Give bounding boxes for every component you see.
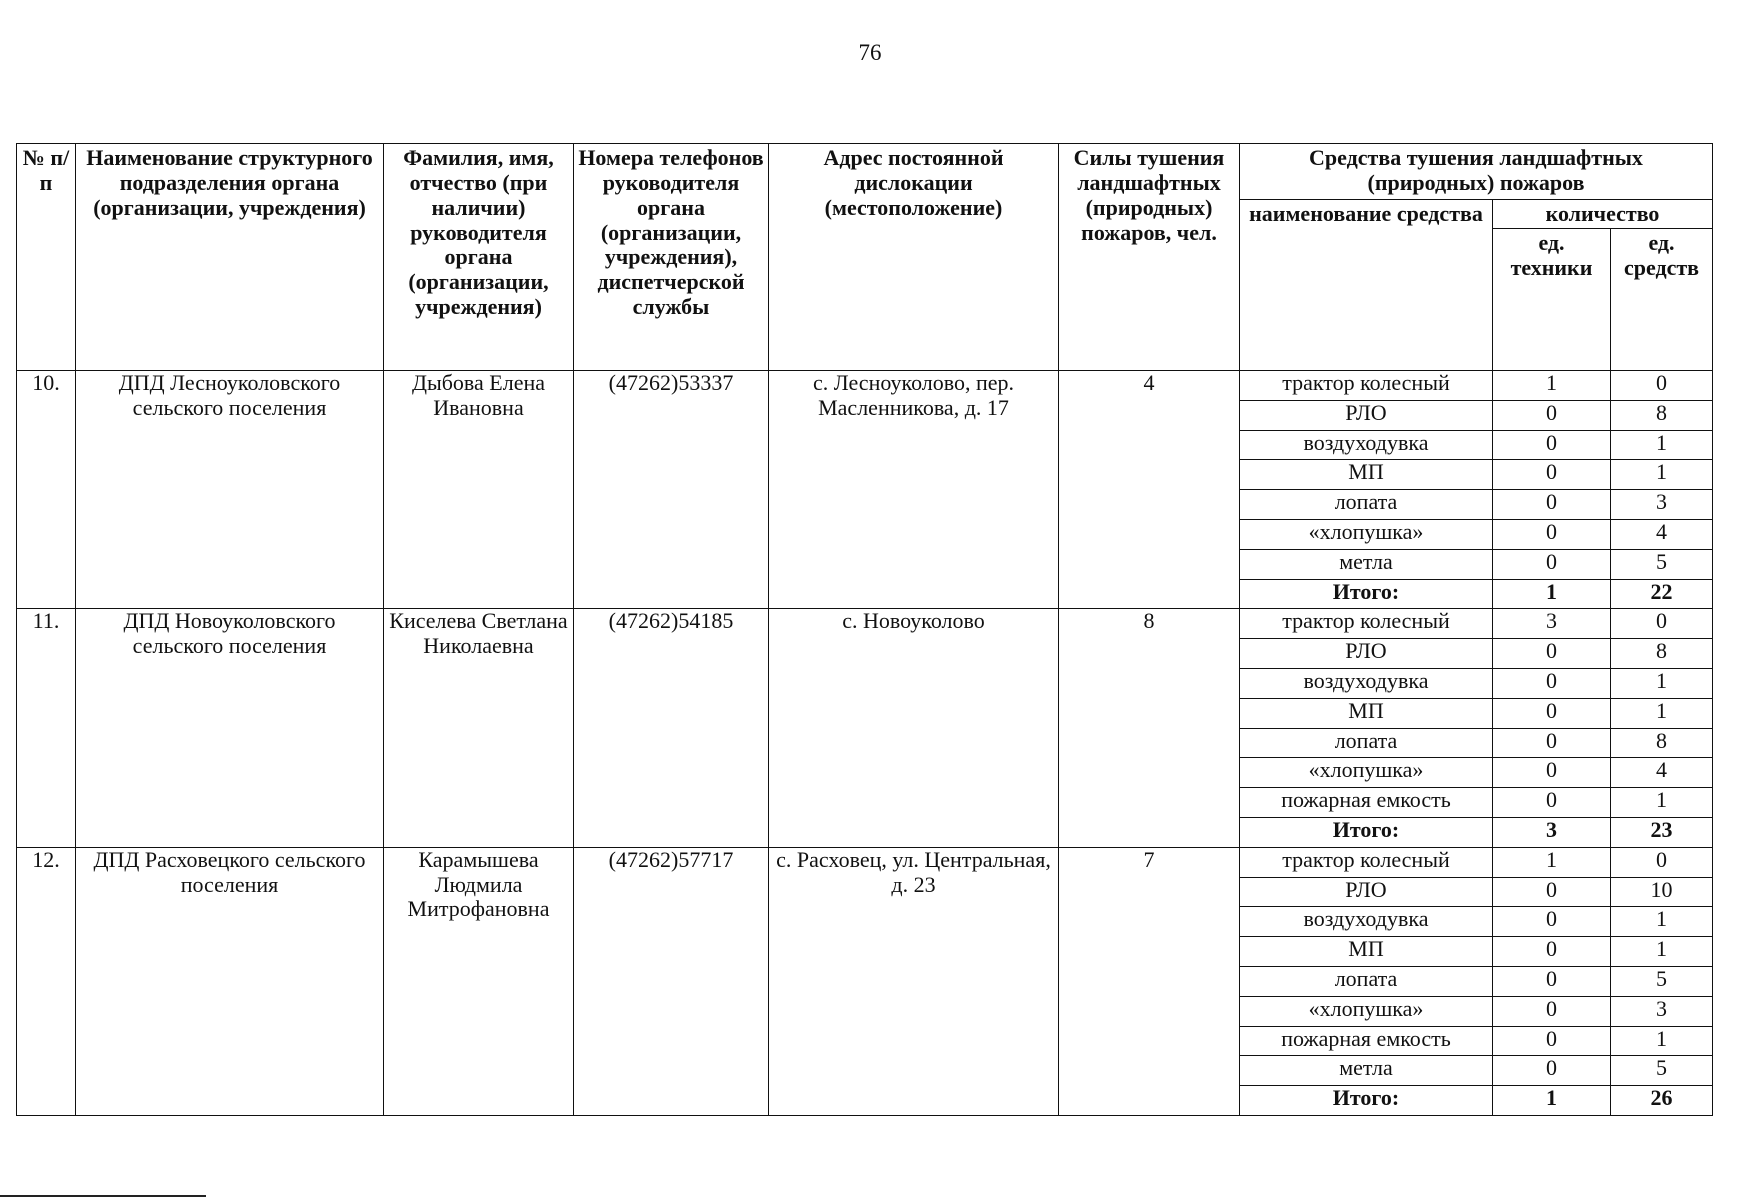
cell-means-count: 1 bbox=[1611, 460, 1713, 490]
cell-means-count: 0 bbox=[1611, 609, 1713, 639]
cell-subdivision: ДПД Новоуколовского сельского поселения bbox=[76, 609, 384, 847]
cell-equipment-count: 0 bbox=[1493, 490, 1611, 520]
cell-means-count: 1 bbox=[1611, 937, 1713, 967]
cell-means-count: 8 bbox=[1611, 728, 1713, 758]
cell-means-name: лопата bbox=[1240, 728, 1493, 758]
cell-means-name: «хлопушка» bbox=[1240, 758, 1493, 788]
cell-phone: (47262)57717 bbox=[574, 847, 769, 1115]
cell-means-name: «хлопушка» bbox=[1240, 519, 1493, 549]
cell-means-name: МП bbox=[1240, 937, 1493, 967]
cell-head-name: Киселева Светлана Николаевна bbox=[384, 609, 574, 847]
cell-forces: 8 bbox=[1059, 609, 1240, 847]
cell-means-count: 10 bbox=[1611, 877, 1713, 907]
cell-equipment-count: 1 bbox=[1493, 847, 1611, 877]
cell-means-count: 23 bbox=[1611, 817, 1713, 847]
cell-means-count: 26 bbox=[1611, 1086, 1713, 1116]
cell-equipment-count: 0 bbox=[1493, 668, 1611, 698]
header-phones: Номера телефонов руководителя органа (организации, учреждения), диспетчерской службы bbox=[574, 144, 769, 371]
cell-means-count: 4 bbox=[1611, 519, 1713, 549]
cell-means-name: РЛО bbox=[1240, 877, 1493, 907]
cell-num: 10. bbox=[17, 371, 76, 609]
cell-equipment-count: 0 bbox=[1493, 639, 1611, 669]
cell-means-count: 0 bbox=[1611, 371, 1713, 401]
cell-means-count: 3 bbox=[1611, 490, 1713, 520]
cell-means-name: Итого: bbox=[1240, 1086, 1493, 1116]
cell-equipment-count: 0 bbox=[1493, 966, 1611, 996]
cell-equipment-count: 0 bbox=[1493, 1056, 1611, 1086]
cell-means-count: 5 bbox=[1611, 966, 1713, 996]
header-units-equipment: ед. техники bbox=[1493, 229, 1611, 371]
header-subdivision: Наименование структурного подразделения органа (организации, учреждения) bbox=[76, 144, 384, 371]
table-row bbox=[17, 371, 1713, 401]
cell-equipment-count: 0 bbox=[1493, 698, 1611, 728]
header-quantity: количество bbox=[1493, 200, 1713, 229]
cell-means-name: пожарная емкость bbox=[1240, 1026, 1493, 1056]
cell-phone: (47262)54185 bbox=[574, 609, 769, 847]
cell-means-count: 1 bbox=[1611, 668, 1713, 698]
header-forces: Силы тушения ландшафтных (природных) пожаров, чел. bbox=[1059, 144, 1240, 371]
cell-means-name: РЛО bbox=[1240, 639, 1493, 669]
cell-means-name: МП bbox=[1240, 698, 1493, 728]
table-row bbox=[17, 609, 1713, 639]
cell-equipment-count: 1 bbox=[1493, 1086, 1611, 1116]
cell-equipment-count: 0 bbox=[1493, 907, 1611, 937]
fire-means-table bbox=[16, 143, 1713, 1116]
cell-head-name: Дыбова Елена Ивановна bbox=[384, 371, 574, 609]
header-units-means: ед. средств bbox=[1611, 229, 1713, 371]
table-header bbox=[17, 144, 1713, 371]
cell-means-name: воздуходувка bbox=[1240, 668, 1493, 698]
cell-means-count: 5 bbox=[1611, 549, 1713, 579]
cell-num: 11. bbox=[17, 609, 76, 847]
cell-equipment-count: 0 bbox=[1493, 460, 1611, 490]
cell-subdivision: ДПД Расховецкого сельского поселения bbox=[76, 847, 384, 1115]
cell-equipment-count: 3 bbox=[1493, 817, 1611, 847]
cell-num: 12. bbox=[17, 847, 76, 1115]
cell-means-name: трактор колесный bbox=[1240, 847, 1493, 877]
page-number: 76 bbox=[858, 40, 882, 65]
cell-means-name: воздуходувка bbox=[1240, 430, 1493, 460]
cell-means-count: 5 bbox=[1611, 1056, 1713, 1086]
cell-means-count: 4 bbox=[1611, 758, 1713, 788]
cell-means-name: метла bbox=[1240, 1056, 1493, 1086]
cell-equipment-count: 0 bbox=[1493, 519, 1611, 549]
cell-equipment-count: 1 bbox=[1493, 371, 1611, 401]
cell-equipment-count: 0 bbox=[1493, 996, 1611, 1026]
cell-phone: (47262)53337 bbox=[574, 371, 769, 609]
footnote-rule bbox=[0, 1195, 206, 1197]
cell-means-count: 1 bbox=[1611, 430, 1713, 460]
cell-forces: 7 bbox=[1059, 847, 1240, 1115]
cell-address: с. Расховец, ул. Центральная, д. 23 bbox=[769, 847, 1059, 1115]
cell-means-count: 1 bbox=[1611, 788, 1713, 818]
table-row bbox=[17, 847, 1713, 877]
cell-equipment-count: 0 bbox=[1493, 937, 1611, 967]
cell-equipment-count: 0 bbox=[1493, 430, 1611, 460]
cell-means-name: метла bbox=[1240, 549, 1493, 579]
cell-means-count: 0 bbox=[1611, 847, 1713, 877]
cell-means-name: «хлопушка» bbox=[1240, 996, 1493, 1026]
cell-equipment-count: 0 bbox=[1493, 1026, 1611, 1056]
cell-equipment-count: 0 bbox=[1493, 728, 1611, 758]
cell-means-count: 1 bbox=[1611, 1026, 1713, 1056]
cell-means-name: пожарная емкость bbox=[1240, 788, 1493, 818]
cell-equipment-count: 0 bbox=[1493, 877, 1611, 907]
cell-means-name: трактор колесный bbox=[1240, 371, 1493, 401]
cell-means-name: Итого: bbox=[1240, 817, 1493, 847]
header-means-name: наименование средства bbox=[1240, 200, 1493, 371]
cell-address: с. Новоуколово bbox=[769, 609, 1059, 847]
cell-equipment-count: 0 bbox=[1493, 788, 1611, 818]
header-head-name: Фамилия, имя, отчество (при наличии) руководителя органа (организации, учреждения) bbox=[384, 144, 574, 371]
cell-means-count: 8 bbox=[1611, 639, 1713, 669]
header-means: Средства тушения ландшафтных (природных) пожаров bbox=[1240, 144, 1713, 200]
cell-means-name: РЛО bbox=[1240, 400, 1493, 430]
cell-head-name: Карамышева Людмила Митрофановна bbox=[384, 847, 574, 1115]
cell-means-name: Итого: bbox=[1240, 579, 1493, 609]
cell-means-name: трактор колесный bbox=[1240, 609, 1493, 639]
table-body bbox=[17, 371, 1713, 1116]
cell-means-name: МП bbox=[1240, 460, 1493, 490]
cell-means-name: воздуходувка bbox=[1240, 907, 1493, 937]
cell-address: с. Лесноуколово, пер. Масленникова, д. 17 bbox=[769, 371, 1059, 609]
header-num: № п/п bbox=[17, 144, 76, 371]
cell-means-count: 1 bbox=[1611, 907, 1713, 937]
cell-means-count: 3 bbox=[1611, 996, 1713, 1026]
cell-equipment-count: 0 bbox=[1493, 758, 1611, 788]
cell-means-name: лопата bbox=[1240, 490, 1493, 520]
cell-equipment-count: 0 bbox=[1493, 400, 1611, 430]
cell-equipment-count: 0 bbox=[1493, 549, 1611, 579]
cell-means-count: 22 bbox=[1611, 579, 1713, 609]
cell-equipment-count: 3 bbox=[1493, 609, 1611, 639]
cell-forces: 4 bbox=[1059, 371, 1240, 609]
cell-equipment-count: 1 bbox=[1493, 579, 1611, 609]
cell-means-name: лопата bbox=[1240, 966, 1493, 996]
cell-means-count: 8 bbox=[1611, 400, 1713, 430]
cell-subdivision: ДПД Лесноуколовского сельского поселения bbox=[76, 371, 384, 609]
cell-means-count: 1 bbox=[1611, 698, 1713, 728]
header-address: Адрес постоянной дислокации (местоположение) bbox=[769, 144, 1059, 371]
